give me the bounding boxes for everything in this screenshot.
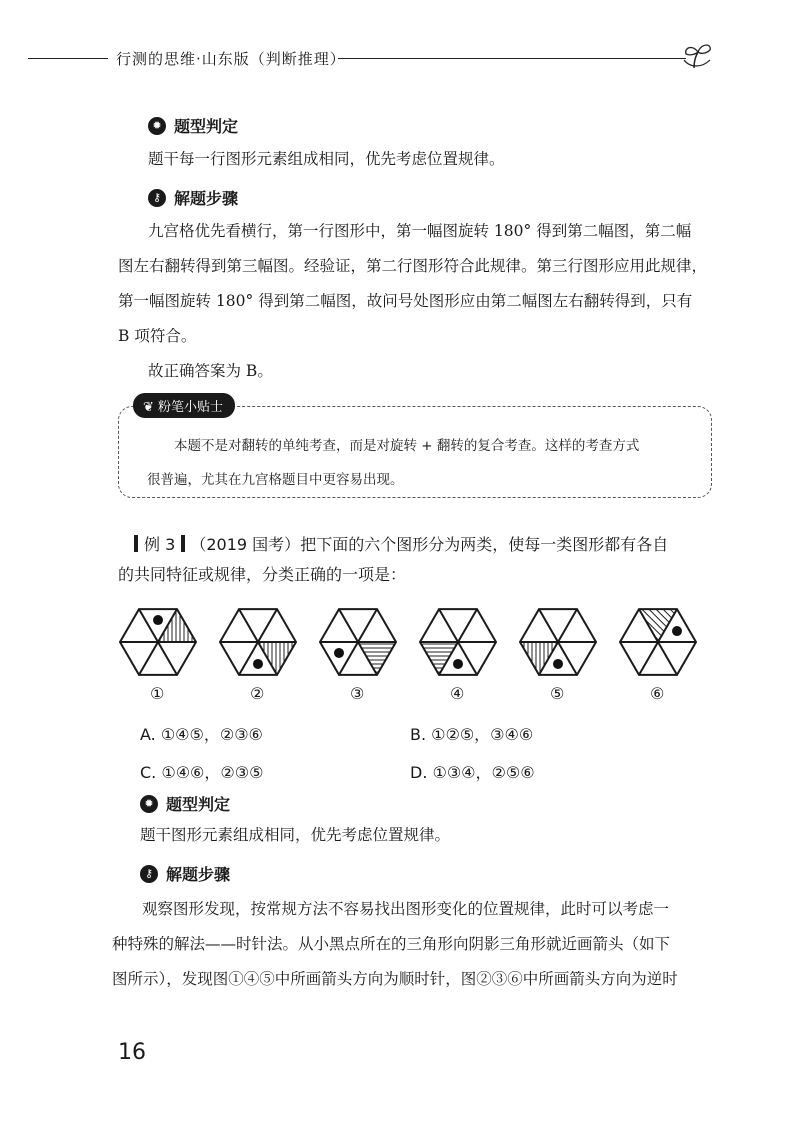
- tip-box: [118, 400, 712, 498]
- black-dot: [153, 615, 163, 625]
- paragraph-line: 图所示），发现图①④⑤中所画箭头方向为顺时针，图②③⑥中所画箭头方向为逆时: [112, 970, 678, 988]
- paragraph-line: 九宫格优先看横行，第一行图形中，第一幅图旋转 180° 得到第二幅图，第二幅: [148, 222, 692, 240]
- black-dot: [334, 648, 344, 658]
- shaded-triangle: [420, 642, 458, 675]
- gear-icon: ✹: [148, 117, 166, 135]
- tip-tag-label: 粉笔小贴士: [158, 400, 224, 415]
- type-judgement-heading-2: [140, 792, 230, 815]
- option-d: D. ①③④，②⑤⑥: [410, 763, 535, 782]
- shaded-triangle: [258, 642, 296, 675]
- option-a: A. ①④⑤，②③⑥: [140, 725, 263, 744]
- header-title: 行测的思维·山东版（判断推理）: [116, 50, 346, 68]
- shaded-triangle: [358, 642, 396, 675]
- paragraph-line: B 项符合。: [118, 327, 197, 345]
- example-question-line-1: 把下面的六个图形分为两类，使每一类图形都有各自: [300, 535, 669, 554]
- header-rule-left: [28, 58, 108, 59]
- paragraph-line: 观察图形发现，按常规方法不容易找出图形变化的位置规律，此时可以考虑一: [142, 900, 670, 918]
- answer-line: 故正确答案为 B。: [148, 362, 273, 380]
- figure-label-1: ①: [150, 684, 165, 703]
- black-dot: [453, 659, 463, 669]
- sprout-icon: [680, 38, 716, 72]
- example-bar-left: [134, 535, 138, 552]
- sprout-icon: ❦: [143, 400, 159, 415]
- hexagon-figures: [118, 598, 718, 708]
- header-rule-right: [338, 58, 686, 59]
- tip-text: [147, 429, 695, 497]
- solution-steps-heading-1: [148, 186, 238, 209]
- type-judgement-title: 题型判定: [166, 795, 231, 814]
- black-dot: [672, 626, 682, 636]
- key-icon: ⚷: [148, 189, 166, 207]
- figure-label-2: ②: [250, 684, 265, 703]
- example-source: （2019 国考）: [190, 535, 301, 554]
- example-heading: [134, 528, 714, 562]
- solution-steps-title: 解题步骤: [166, 865, 231, 884]
- option-c: C. ①④⑥，②③⑤: [140, 763, 264, 782]
- figure-label-5: ⑤: [550, 684, 565, 703]
- tip-line: 很普遍，尤其在九宫格题目中更容易出现。: [147, 472, 404, 488]
- page-number: 16: [118, 1040, 146, 1065]
- solution-steps-title: 解题步骤: [174, 189, 239, 208]
- key-icon: ⚷: [140, 865, 158, 883]
- paragraph-line: 种特殊的解法——时针法。从小黑点所在的三角形向阴影三角形就近画箭头（如下: [112, 935, 671, 953]
- solution-steps-body-1: [118, 214, 718, 354]
- figure-label-4: ④: [450, 684, 465, 703]
- example-bar-right: [181, 535, 185, 552]
- solution-steps-heading-2: [140, 862, 230, 885]
- figure-label-6: ⑥: [650, 684, 665, 703]
- gear-icon: ✹: [140, 795, 158, 813]
- black-dot: [253, 659, 263, 669]
- example-question-line-2: 的共同特征或规律，分类正确的一项是：: [118, 565, 407, 584]
- tip-line: 本题不是对翻转的单纯考查，而是对旋转 + 翻转的复合考查。这样的考查方式: [174, 438, 640, 454]
- shaded-triangle: [520, 642, 558, 675]
- type-judgement-heading-1: [148, 114, 238, 137]
- figure-label-3: ③: [350, 684, 365, 703]
- black-dot: [553, 659, 563, 669]
- paragraph-line: 第一幅图旋转 180° 得到第二幅图，故问号处图形应由第二幅图左右翻转得到，只有: [118, 292, 693, 310]
- type-judgement-text-1: 题干每一行图形元素组成相同，优先考虑位置规律。: [148, 150, 505, 168]
- tip-tag: [133, 393, 235, 418]
- type-judgement-title: 题型判定: [174, 117, 239, 136]
- example-label: 例 3: [144, 535, 176, 554]
- shaded-triangle: [158, 609, 196, 642]
- option-b: B. ①②⑤，③④⑥: [410, 725, 534, 744]
- shaded-triangle: [639, 609, 677, 642]
- solution-steps-body-2: [112, 892, 722, 997]
- running-header: [0, 38, 800, 78]
- type-judgement-text-2: 题干图形元素组成相同，优先考虑位置规律。: [140, 826, 451, 844]
- paragraph-line: 图左右翻转得到第三幅图。经验证，第二行图形符合此规律。第三行图形应用此规律，: [118, 257, 708, 275]
